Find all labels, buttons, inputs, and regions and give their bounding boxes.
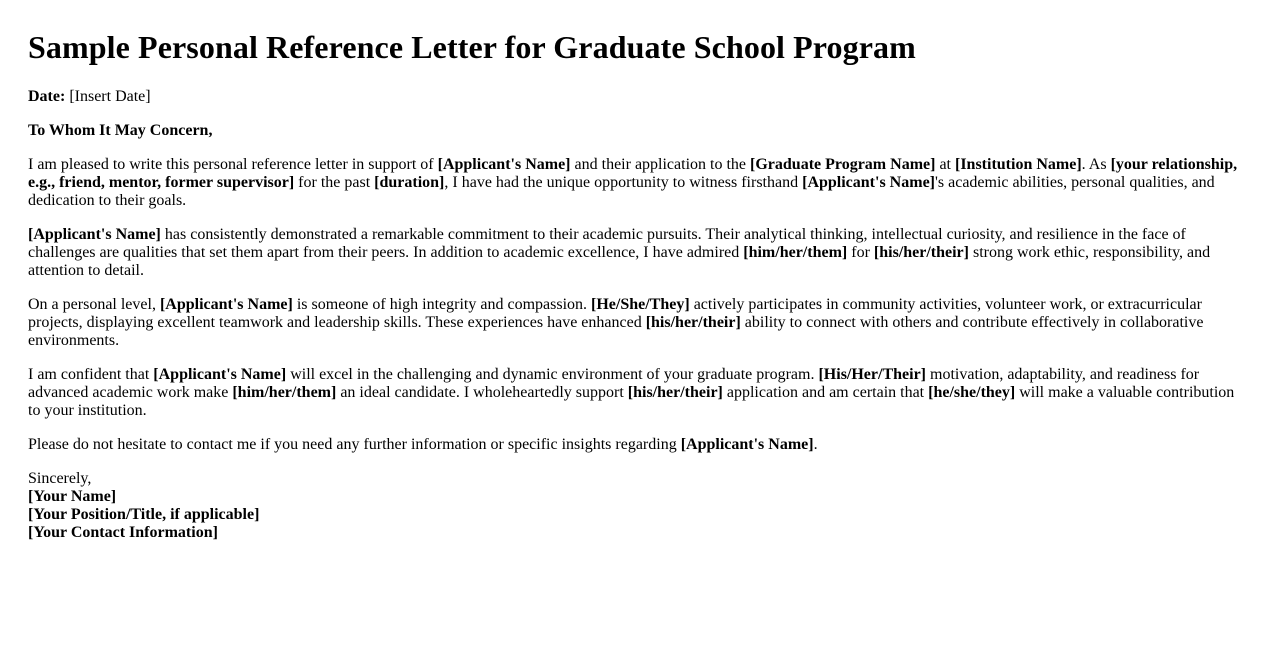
paragraph-intro xyxy=(28,156,1250,210)
text-run: will excel in the challenging and dynamic environment of your graduate program. xyxy=(286,366,819,383)
placeholder-pronoun-subject: [He/She/They] xyxy=(591,296,690,313)
placeholder-applicant-name: [Applicant's Name] xyxy=(802,174,935,191)
text-run: will make a valuable contribution to your institution. xyxy=(28,384,1235,419)
paragraph-confidence xyxy=(28,366,1250,420)
text-run: actively participates in community activities, volunteer work, or extracurricular projects, displaying excellent teamwork and leadership skills. These experiences have enhanced xyxy=(28,296,1202,331)
text-run: I am confident that xyxy=(28,366,154,383)
placeholder-pronoun-possessive: [His/Her/Their] xyxy=(818,366,926,383)
placeholder-institution-name: [Institution Name] xyxy=(955,156,1082,173)
salutation-text: To Whom It May Concern, xyxy=(28,122,213,139)
placeholder-pronoun-possessive: [his/her/their] xyxy=(627,384,723,401)
text-run: . xyxy=(813,436,818,453)
text-run: application and am certain that xyxy=(722,384,929,401)
text-run: strong work ethic, responsibility, and attention to detail. xyxy=(28,244,1211,279)
text-run: Please do not hesitate to contact me if you need any further information or specific insights regarding xyxy=(28,436,681,453)
closing-sincerely: Sincerely, xyxy=(28,470,92,487)
text-run: , I have had the unique opportunity to witness firsthand xyxy=(444,174,803,191)
signature-block xyxy=(28,470,1250,542)
signature-contact: [Your Contact Information] xyxy=(28,524,218,541)
placeholder-pronoun-subject: [he/she/they] xyxy=(928,384,1016,401)
text-run: has consistently demonstrated a remarkable commitment to their academic pursuits. Their analytical thinking, intellectual curiosity, and resilience in the face of challenges are qualities that set them apart from their peers. In addition to academic excellence, I have admired xyxy=(28,226,1186,261)
signature-name: [Your Name] xyxy=(28,488,117,505)
date-value: [Insert Date] xyxy=(65,88,151,105)
placeholder-applicant-name: [Applicant's Name] xyxy=(159,296,293,313)
placeholder-applicant-name: [Applicant's Name] xyxy=(28,226,161,243)
salutation xyxy=(28,122,1250,140)
text-run: for xyxy=(847,244,874,261)
paragraph-academic xyxy=(28,226,1250,280)
date-line xyxy=(28,88,1250,106)
page-title: Sample Personal Reference Letter for Graduate School Program xyxy=(28,29,916,65)
text-run: 's academic abilities, personal qualities, and dedication to their goals. xyxy=(28,174,1215,209)
placeholder-pronoun-possessive: [his/her/their] xyxy=(873,244,969,261)
text-run: motivation, adaptability, and readiness for advanced academic work make xyxy=(28,366,1200,401)
text-run: an ideal candidate. I wholeheartedly support xyxy=(336,384,628,401)
placeholder-applicant-name: [Applicant's Name] xyxy=(153,366,287,383)
text-run: and their application to the xyxy=(570,156,751,173)
placeholder-duration: [duration] xyxy=(374,174,445,191)
text-run: for the past xyxy=(294,174,375,191)
date-label: Date: xyxy=(28,88,66,105)
placeholder-program-name: [Graduate Program Name] xyxy=(750,156,936,173)
placeholder-applicant-name: [Applicant's Name] xyxy=(437,156,571,173)
placeholder-applicant-name: [Applicant's Name] xyxy=(680,436,814,453)
placeholder-pronoun-possessive: [his/her/their] xyxy=(645,314,741,331)
text-run: is someone of high integrity and compassion. xyxy=(292,296,592,313)
text-run: I am pleased to write this personal reference letter in support of xyxy=(28,156,438,173)
placeholder-pronoun-object: [him/her/them] xyxy=(743,244,848,261)
paragraph-contact xyxy=(28,436,1250,454)
text-run: On a personal level, xyxy=(28,296,160,313)
text-run: at xyxy=(935,156,955,173)
paragraph-personal xyxy=(28,296,1250,350)
text-run: . As xyxy=(1081,156,1111,173)
signature-position: [Your Position/Title, if applicable] xyxy=(28,506,260,523)
text-run: ability to connect with others and contribute effectively in collaborative environments. xyxy=(28,314,1204,349)
placeholder-pronoun-object: [him/her/them] xyxy=(232,384,337,401)
placeholder-relationship: [your relationship, e.g., friend, mentor, former supervisor] xyxy=(28,156,1238,191)
